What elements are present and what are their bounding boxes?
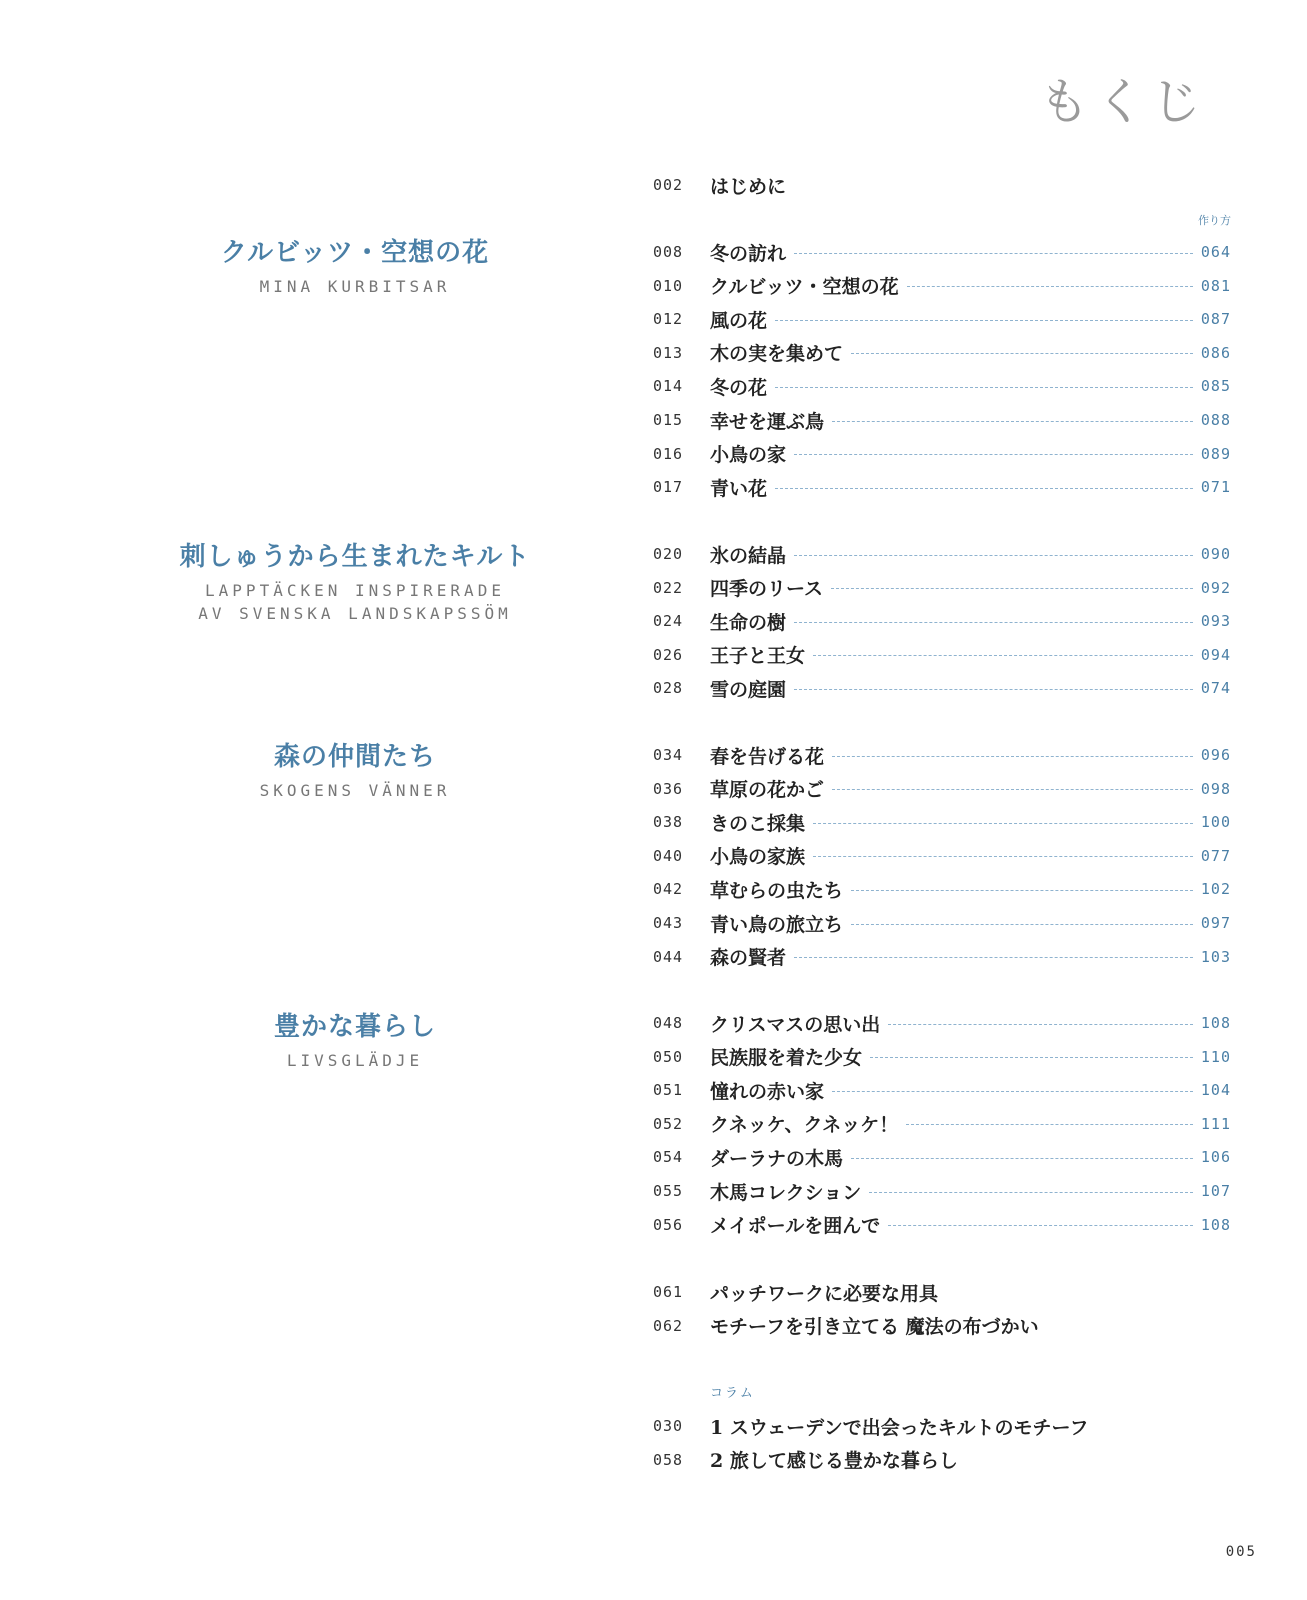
toc-instructions-page: 089 (1200, 444, 1231, 463)
section-title-jp: 豊かな暮らし (273, 1012, 436, 1042)
dotted-leader (794, 957, 1193, 958)
toc-row[interactable] (653, 369, 1231, 403)
toc-title: クルビッツ・空想の花 (710, 276, 899, 299)
toc-page-number: 043 (653, 914, 684, 932)
dotted-leader (832, 421, 1193, 422)
toc-page-number: 034 (653, 746, 684, 764)
section-title-jp: 刺しゅうから生まれたキルト (179, 542, 531, 572)
section-heading-forest (130, 736, 580, 802)
toc-row[interactable] (653, 805, 1231, 839)
dotted-leader (870, 1057, 1193, 1058)
toc-title: 憧れの赤い家 (710, 1080, 825, 1103)
toc-row[interactable] (653, 470, 1231, 504)
toc-instructions-page: 064 (1200, 243, 1231, 261)
dotted-leader (813, 823, 1193, 824)
dotted-leader (794, 622, 1193, 623)
toc-page-number: 002 (653, 176, 684, 194)
dotted-leader (813, 655, 1193, 656)
toc-instructions-page: 090 (1200, 545, 1231, 563)
toc-title: 草原の花かご (710, 779, 825, 802)
dotted-leader (831, 588, 1193, 589)
toc-instructions-page: 094 (1200, 645, 1231, 664)
toc-page-number: 044 (653, 947, 684, 966)
toc-page-number: 036 (653, 779, 684, 798)
toc-page-number: 048 (653, 1014, 684, 1032)
toc-page-number: 040 (653, 846, 684, 865)
toc-row[interactable] (653, 235, 1231, 269)
toc-title: 風の花 (710, 309, 768, 332)
toc-instructions-page: 081 (1200, 276, 1231, 295)
toc-page-number: 052 (653, 1114, 684, 1133)
toc-instructions-page: 071 (1200, 478, 1231, 497)
toc-row[interactable] (653, 1140, 1231, 1174)
toc-instructions-page: 110 (1200, 1047, 1231, 1066)
toc-instructions-page: 086 (1200, 343, 1231, 362)
dotted-leader (775, 387, 1193, 388)
toc-title: 王子と王女 (710, 645, 806, 668)
toc-instructions-page: 074 (1200, 679, 1231, 698)
section-title-sv (130, 779, 580, 802)
dotted-leader (813, 856, 1193, 857)
toc-instructions-page: 088 (1200, 411, 1231, 429)
toc-instructions-page: 107 (1200, 1182, 1231, 1200)
toc-page-number: 042 (653, 880, 684, 899)
toc-row[interactable] (653, 537, 1231, 571)
toc-page-number: 013 (653, 343, 684, 362)
toc-page-number: 055 (653, 1182, 684, 1200)
toc-instructions-page: 097 (1200, 914, 1231, 932)
page-title: もくじ (1039, 73, 1207, 131)
toc-instructions-page: 108 (1200, 1014, 1231, 1032)
toc-row[interactable] (653, 1107, 1231, 1141)
toc-row[interactable] (653, 1174, 1231, 1208)
section-title-sv-line: LIVSGLÄDJE (286, 1051, 424, 1070)
section-title-jp: クルビッツ・空想の花 (220, 238, 490, 268)
toc-instructions-page: 104 (1200, 1081, 1231, 1100)
toc-page-number: 051 (653, 1081, 684, 1100)
toc-page-number: 050 (653, 1047, 684, 1066)
toc-page-number: 014 (653, 377, 684, 396)
section-title-sv (130, 275, 580, 298)
toc-page-number: 061 (653, 1283, 684, 1301)
toc-page-number: 026 (653, 645, 684, 664)
toc-title: モチーフを引き立てる 魔法の布づかい (710, 1316, 1039, 1339)
dotted-leader (851, 924, 1193, 925)
toc-title: 冬の花 (710, 376, 768, 399)
section-title-sv (130, 1049, 580, 1072)
toc-title: クネッケ、クネッケ！ (710, 1114, 899, 1137)
toc-row[interactable] (653, 604, 1231, 638)
toc-instructions-page: 106 (1200, 1148, 1231, 1167)
toc-title: 青い鳥の旅立ち (710, 913, 844, 936)
section-title-sv (130, 579, 580, 625)
toc-row[interactable] (653, 940, 1231, 974)
toc-page-number: 058 (653, 1450, 684, 1469)
instructions-column-label: 作り方 (1198, 214, 1231, 227)
toc-row[interactable] (653, 336, 1231, 370)
toc-instructions-page: 085 (1200, 377, 1231, 396)
toc-page-number: 024 (653, 612, 684, 631)
toc-title: 小鳥の家族 (710, 846, 806, 869)
section-title-sv-line: LAPPTÄCKEN INSPIRERADE (205, 581, 505, 600)
toc-title: クリスマスの思い出 (710, 1013, 881, 1036)
toc-intro-row[interactable] (653, 168, 1231, 202)
toc-page-number: 030 (653, 1417, 684, 1435)
toc-title: 四季のリース (710, 578, 824, 601)
dotted-leader (794, 253, 1193, 254)
toc-instructions-page: 093 (1200, 612, 1231, 631)
toc-page-number: 056 (653, 1215, 684, 1234)
toc-title: 民族服を着た少女 (710, 1047, 863, 1070)
section-title-sv-line: SKOGENS VÄNNER (259, 781, 451, 800)
toc-title: きのこ採集 (710, 812, 806, 835)
toc-row[interactable] (653, 437, 1231, 471)
toc-instructions-page: 096 (1200, 746, 1231, 764)
toc-row[interactable] (653, 1208, 1231, 1242)
toc-row[interactable] (653, 906, 1231, 940)
section-heading-quilt (130, 536, 580, 625)
toc-page-number: 010 (653, 276, 684, 295)
dotted-leader (851, 1158, 1193, 1159)
toc-instructions-page: 111 (1200, 1114, 1231, 1133)
toc-title: 2 旅して感じる豊かな暮らし (710, 1450, 958, 1473)
dotted-leader (851, 353, 1193, 354)
toc-title: 冬の訪れ (710, 242, 787, 265)
toc-row[interactable] (653, 638, 1231, 672)
toc-row[interactable] (653, 1006, 1231, 1040)
dotted-leader (832, 756, 1193, 757)
toc-instructions-page: 077 (1200, 846, 1231, 865)
toc-page-number: 054 (653, 1148, 684, 1167)
toc-title: メイポールを囲んで (710, 1215, 881, 1238)
section-headings (0, 0, 620, 1600)
toc-row[interactable] (653, 1073, 1231, 1107)
toc-title: 青い花 (710, 477, 768, 500)
toc-row[interactable] (653, 839, 1231, 873)
toc-title: はじめに (710, 175, 787, 198)
toc-row[interactable] (653, 738, 1231, 772)
toc-page-number: 012 (653, 310, 684, 329)
dotted-leader (851, 890, 1193, 891)
toc-row[interactable] (653, 872, 1231, 906)
toc-title: ダーラナの木馬 (710, 1147, 844, 1170)
toc-row[interactable] (653, 772, 1231, 806)
toc-title: 春を告げる花 (710, 745, 825, 768)
toc-page-number: 062 (653, 1316, 684, 1335)
toc-page-number: 020 (653, 545, 684, 563)
dotted-leader (775, 488, 1193, 489)
toc-title: 小鳥の家 (710, 444, 787, 467)
section-title-sv-line: AV SVENSKA LANDSKAPSSÖM (198, 604, 512, 623)
toc-title: 幸せを運ぶ鳥 (710, 410, 825, 433)
toc-page-number: 016 (653, 444, 684, 463)
toc-title: 生命の樹 (710, 611, 787, 634)
toc-title: 木の実を集めて (710, 343, 844, 366)
table-of-contents (653, 0, 1231, 1600)
page-number: 005 (1225, 1544, 1257, 1560)
toc-row[interactable] (653, 1040, 1231, 1074)
dotted-leader (794, 454, 1193, 455)
dotted-leader (794, 555, 1193, 556)
toc-row[interactable] (653, 302, 1231, 336)
section-title-sv-line: MINA KURBITSAR (259, 277, 451, 296)
column-heading: コラム (710, 1386, 755, 1401)
toc-instructions-page: 087 (1200, 310, 1231, 329)
toc-row[interactable] (653, 571, 1231, 605)
toc-instructions-page: 102 (1200, 880, 1231, 899)
toc-page-number: 022 (653, 578, 684, 597)
toc-row[interactable] (653, 269, 1231, 303)
toc-instructions-page: 103 (1200, 947, 1231, 966)
toc-page-number: 017 (653, 478, 684, 497)
dotted-leader (832, 1091, 1193, 1092)
toc-row[interactable] (653, 1409, 1231, 1443)
dotted-leader (906, 1124, 1193, 1125)
toc-page-number: 015 (653, 411, 684, 429)
dotted-leader (888, 1024, 1193, 1025)
toc-title: 草むらの虫たち (710, 879, 844, 902)
toc-page-number: 008 (653, 243, 684, 261)
toc-row[interactable] (653, 1275, 1231, 1309)
toc-title: 木馬コレクション (710, 1181, 862, 1204)
toc-row[interactable] (653, 403, 1231, 437)
dotted-leader (832, 789, 1193, 790)
toc-row[interactable] (653, 1309, 1231, 1343)
dotted-leader (888, 1225, 1193, 1226)
toc-instructions-page: 098 (1200, 779, 1231, 798)
dotted-leader (869, 1192, 1193, 1193)
dotted-leader (794, 689, 1193, 690)
toc-page-number: 028 (653, 679, 684, 698)
section-heading-kurbits (130, 232, 580, 298)
toc-instructions-page: 092 (1200, 578, 1231, 597)
toc-row[interactable] (653, 1443, 1231, 1477)
toc-title: 森の賢者 (710, 947, 787, 970)
toc-title: パッチワークに必要な用具 (710, 1282, 939, 1305)
toc-title: 1 スウェーデンで出会ったキルトのモチーフ (710, 1416, 1089, 1439)
toc-title: 雪の庭園 (710, 678, 787, 701)
dotted-leader (775, 320, 1193, 321)
dotted-leader (907, 286, 1193, 287)
toc-page-number: 038 (653, 813, 684, 832)
toc-instructions-page: 100 (1200, 813, 1231, 832)
toc-title: 氷の結晶 (710, 544, 787, 567)
section-title-jp: 森の仲間たち (273, 742, 436, 772)
toc-instructions-page: 108 (1200, 1215, 1231, 1234)
section-heading-life (130, 1006, 580, 1072)
toc-row[interactable] (653, 671, 1231, 705)
